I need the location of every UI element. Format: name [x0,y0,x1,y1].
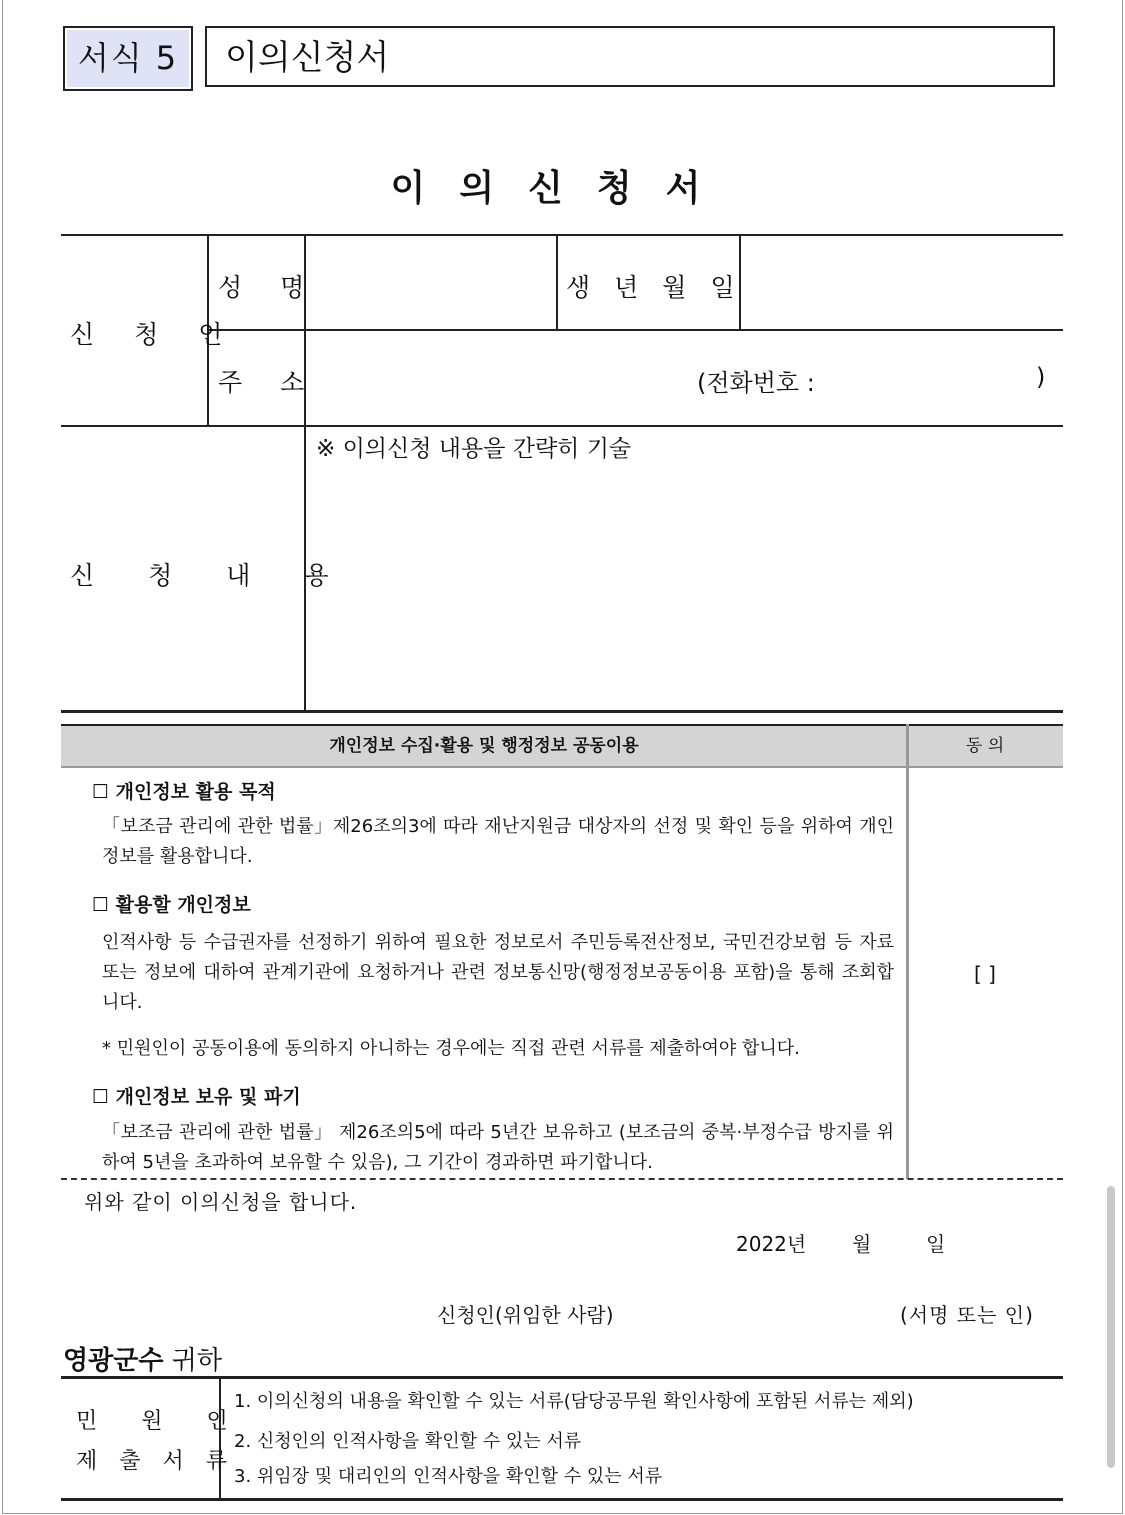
declaration-text: 위와 같이 이의신청을 합니다. [84,1190,358,1214]
docs-label-line1: 민원인 [76,1409,272,1434]
phone-field[interactable] [820,331,1030,423]
table-col-divider [556,234,558,330]
purpose-paragraph: 「보조금 관리에 관한 법률」제26조의3에 따라 재난지원금 대상자의 선정 및 확인 등을 위하여 개인정보를 활용합니다. [102,816,894,867]
date-day: 일 [926,1232,946,1256]
docs-item-2: 2. 신청인의 인적사항을 확인할 수 있는 서류 [234,1431,582,1452]
applicant-label-text: 신청인 [70,320,263,349]
section-title-purpose: ☐ 개인정보 활용 목적 [92,781,276,803]
docs-table-divider [219,1377,221,1499]
docs-item-1: 1. 이의신청의 내용을 확인할 수 있는 서류(담당공무원 확인사항에 포함된 서류는 제외) [234,1391,914,1412]
applicant-label [70,315,263,351]
consent-checkbox[interactable]: [ ] [974,962,996,986]
name-label: 성명 [218,273,343,302]
addressee-suffix: 귀하 [171,1346,222,1376]
name-field[interactable] [306,236,554,328]
signer-label: 신청인(위임한 사람) [437,1303,614,1327]
section-title-info-used: ☐ 활용할 개인정보 [92,894,251,916]
phone-label: (전화번호 : [697,369,815,397]
section-title-retention: ☐ 개인정보 보유 및 파기 [92,1086,301,1108]
dashed-separator [61,1178,1063,1180]
info-used-note: * 민원인이 공동이용에 동의하지 아니하는 경우에는 직접 관련 서류를 제출하여야 합니다. [102,1038,800,1059]
consent-col-divider [906,724,909,1179]
request-content-field[interactable] [306,466,1061,708]
date-year: 2022년 [736,1232,807,1256]
docs-table-bottom [61,1498,1063,1501]
birthdate-field[interactable] [741,236,1061,328]
docs-label-line2: 제출서류 [76,1449,250,1474]
phone-close-paren: ) [1036,363,1046,391]
request-label: 신청내용 [70,561,383,590]
consent-agree-header: 동 의 [965,736,1005,756]
consent-header-title: 개인정보 수집·활용 및 행정정보 공동이용 [329,736,639,756]
docs-table-top [61,1376,1063,1379]
addressee-line [63,1340,222,1377]
main-title: 이의신청서 [390,168,735,209]
addressee-name: 영광군수 [63,1346,164,1376]
address-label: 주소 [218,368,343,397]
address-field[interactable] [306,331,686,423]
docs-item-3: 3. 위임장 및 대리인의 인적사항을 확인할 수 있는 서류 [234,1466,663,1487]
info-used-paragraph: 인적사항 등 수급권자를 선정하기 위하여 필요한 정보로서 주민등록전산정보, 국민건강보험 등 자료 또는 정보에 대하여 관계기관에 요청하거나 관련 정보통신망(행정정보공동이용 포함)을 통해 조회합니다. [102,932,894,1013]
table-bottom-border [61,710,1063,713]
form-number-badge: 서식 5 [63,26,193,91]
request-note: ※ 이의신청 내용을 간략히 기술 [316,436,632,462]
form-title-box: 이의신청서 [205,26,1055,87]
consent-header-bar [61,724,1063,768]
table-row-divider [61,425,1063,427]
signature-placeholder: (서명 또는 인) [900,1303,1034,1327]
date-month: 월 [852,1232,872,1256]
retention-paragraph: 「보조금 관리에 관한 법률」 제26조의5에 따라 5년간 보유하고 (보조금의 중복·부정수급 방지를 위하여 5년을 초과하여 보유할 수 있음), 그 기간이 경과하면 파기합니다. [102,1122,894,1173]
vertical-scrollbar[interactable] [1107,1186,1115,1468]
birthdate-label: 생년월일 [566,273,759,302]
